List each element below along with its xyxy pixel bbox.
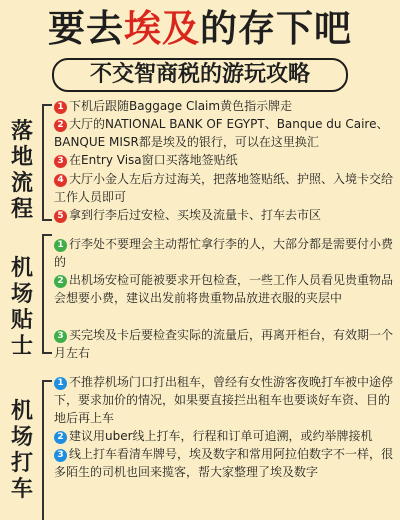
landing-step-text: 拿到行李后过安检、买埃及流量卡、打车去市区 xyxy=(69,208,322,222)
subtitle: 不交智商税的游玩攻略 xyxy=(89,61,310,87)
section-bracket-landing xyxy=(42,104,52,221)
landing-step-5 xyxy=(54,206,398,224)
section-bracket-airport-tips xyxy=(42,234,52,354)
tip-item-1 xyxy=(54,235,398,271)
number-badge-2: 2 xyxy=(54,275,67,288)
number-badge-3: 3 xyxy=(54,155,67,168)
landing-step-3 xyxy=(54,151,398,169)
taxi-item-3 xyxy=(54,445,398,481)
tip-text: 买完埃及卡后要检查实际的流量后，再离开柜台，有效期一个月左右 xyxy=(54,328,394,360)
number-badge-3: 3 xyxy=(54,449,67,462)
main-title xyxy=(0,6,400,50)
section-title-airport-tips: 机场贴士 xyxy=(10,255,33,359)
landing-step-4 xyxy=(54,170,398,206)
title-part2: 的存下吧 xyxy=(200,6,352,50)
taxi-item-2 xyxy=(54,427,398,445)
landing-step-text: 大厅的NATIONAL BANK OF EGYPT、Banque du Caire、BANQUE MISR都是埃及的银行，可以在这里换汇 xyxy=(54,117,389,149)
section-title-landing: 落地流程 xyxy=(10,118,33,222)
section-title-airport-taxi: 机场打车 xyxy=(10,398,33,502)
tip-text: 出机场安检可能被要求开包检查，一些工作人员看见贵重物品会想要小费，建议出发前将贵重物品放进衣服的夹层中 xyxy=(54,273,394,305)
landing-step-2 xyxy=(54,115,398,151)
section-bracket-airport-taxi xyxy=(42,380,52,520)
tip-item-2 xyxy=(54,271,398,307)
landing-step-1 xyxy=(54,97,398,115)
number-badge-5: 5 xyxy=(54,210,67,223)
number-badge-4: 4 xyxy=(54,174,67,187)
taxi-text: 线上打车看清车牌号，埃及数字和常用阿拉伯数字不一样，很多陌生的司机也回来揽客，帮大家整理了埃及数字 xyxy=(54,447,394,479)
number-badge-2: 2 xyxy=(54,431,67,444)
title-highlight: 埃及 xyxy=(124,6,200,50)
title-part1: 要去 xyxy=(48,6,124,50)
number-badge-3: 3 xyxy=(54,330,67,343)
taxi-item-1 xyxy=(54,373,398,427)
taxi-text: 不推荐机场门口打出租车，曾经有女性游客夜晚打车被中途停下，要求加价的情况，如果要直接拦出租车也要谈好车资、目的地后再上车 xyxy=(54,375,394,425)
tip-text: 行李处不要理会主动帮忙拿行李的人，大部分都是需要付小费的 xyxy=(54,237,394,269)
number-badge-1: 1 xyxy=(54,239,67,252)
number-badge-1: 1 xyxy=(54,101,67,114)
taxi-text: 建议用uber线上打车，行程和订单可追溯，或约举牌接机 xyxy=(69,429,373,443)
number-badge-1: 1 xyxy=(54,377,67,390)
number-badge-2: 2 xyxy=(54,119,67,132)
tip-item-3 xyxy=(54,326,398,362)
landing-step-text: 大厅小金人左后方过海关，把落地签贴纸、护照、入境卡交给工作人员即可 xyxy=(54,172,394,204)
landing-step-text: 在Entry Visa窗口买落地签贴纸 xyxy=(69,153,238,167)
landing-step-text: 下机后跟随Baggage Claim黄色指示牌走 xyxy=(69,99,293,113)
